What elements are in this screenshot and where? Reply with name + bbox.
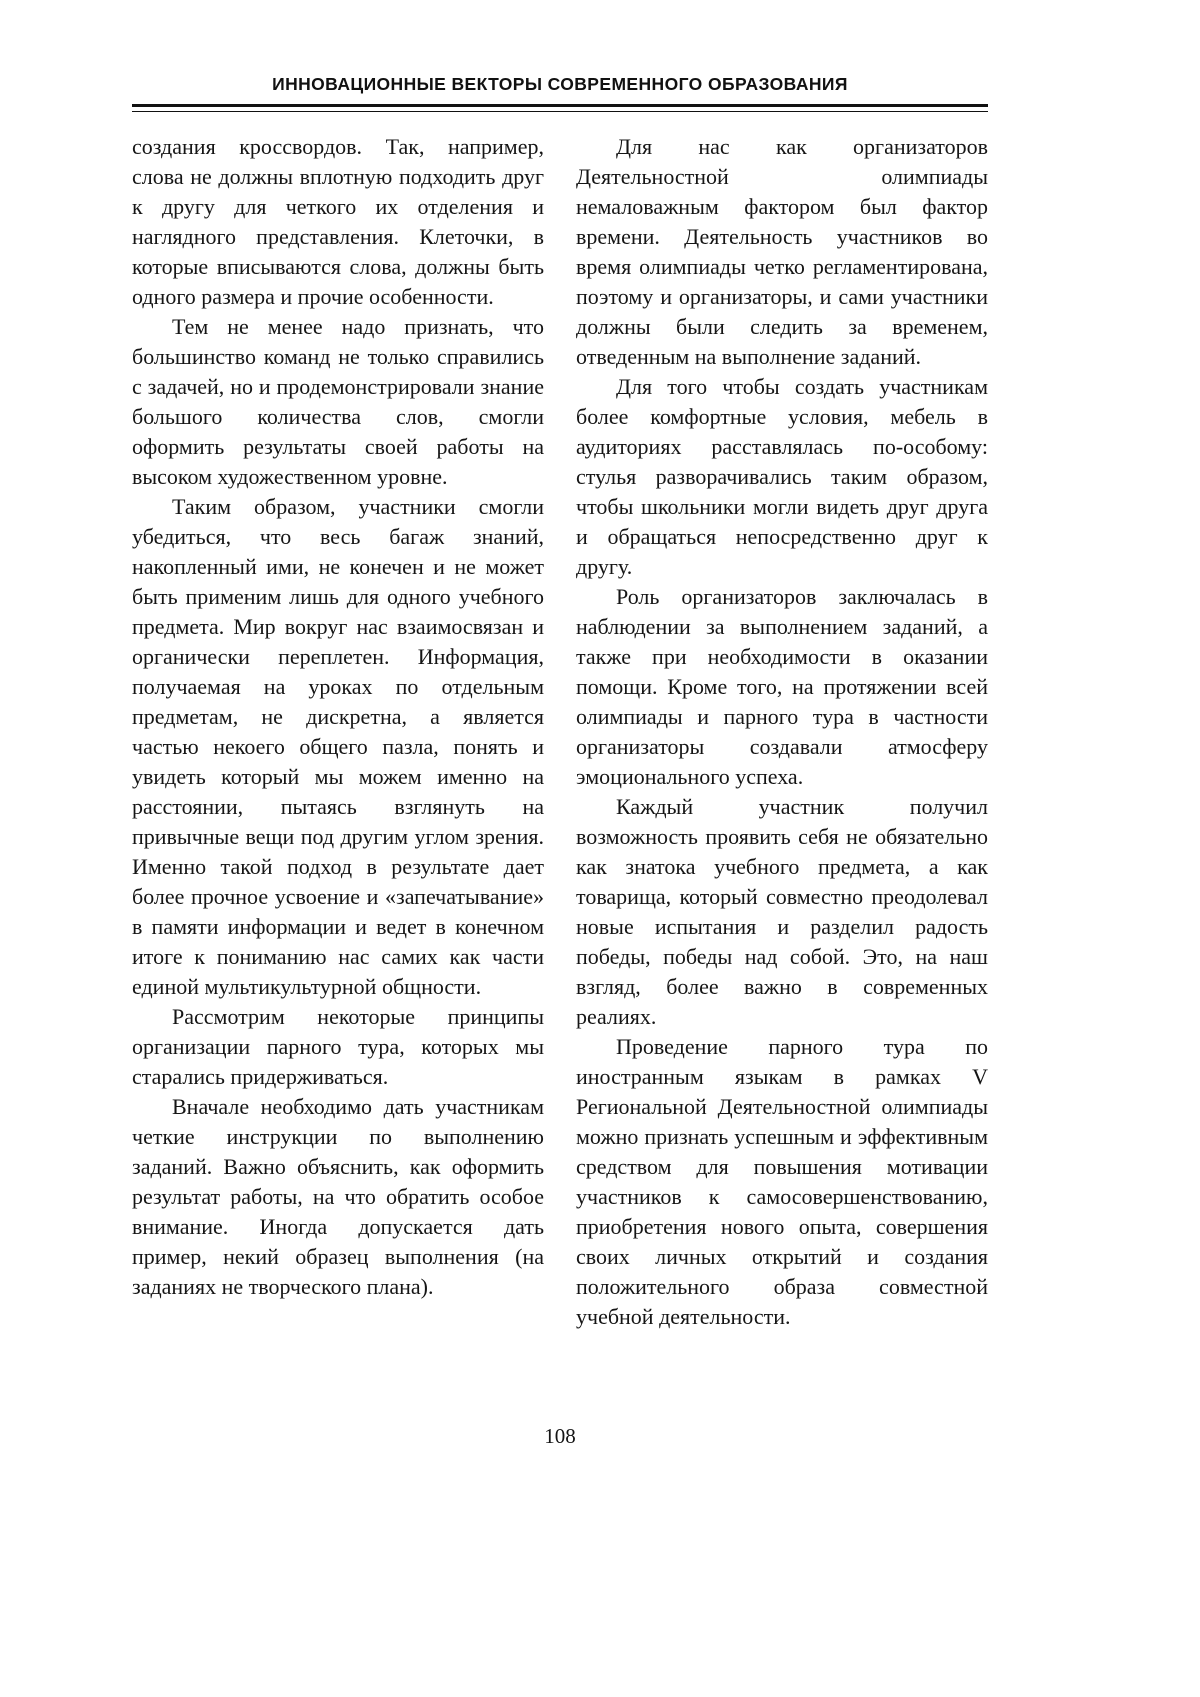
page-content [132,74,988,1332]
paragraph: Для того чтобы создать участникам более комфортные условия, мебель в аудиториях расставлялась по-особому: стулья разворачивались таким образом, чтобы школьники могли видеть друг друга и обращаться непосредственно друг к другу. [576,374,988,579]
running-header: ИННОВАЦИОННЫЕ ВЕКТОРЫ СОВРЕМЕННОГО ОБРАЗОВАНИЯ [272,74,848,94]
paragraph: создания кроссвордов. Так, например, слова не должны вплотную подходить друг к другу для четкого их отделения и наглядного представления. Клеточки, в которые вписываются слова, должны быть одного размера и прочие особенности. [132,134,544,309]
paragraph: Роль организаторов заключалась в наблюдении за выполнением заданий, а также при необходимости в оказании помощи. Кроме того, на протяжении всей олимпиады и парного тура в частности организаторы создавали атмосферу эмоционального успеха. [576,584,988,789]
paragraph: Тем не менее надо признать, что большинство команд не только справились с задачей, но и продемонстрировали знание большого количества слов, смогли оформить результаты своей работы на высоком художественном уровне. [132,314,544,489]
two-column-layout [132,132,988,1332]
paragraph: Каждый участник получил возможность проявить себя не обязательно как знатока учебного предмета, а как товарища, который совместно преодолевал новые испытания и разделил радость победы, победы над собой. Это, на наш взгляд, более важно в современных реалиях. [576,794,988,1029]
paragraph: Проведение парного тура по иностранным языкам в рамках V Региональной Деятельностной олимпиады можно признать успешным и эффективным средством для повышения мотивации участников к самосовершенствованию, приобретения нового опыта, совершения своих личных открытий и создания положительного образа совместной учебной деятельности. [576,1034,988,1329]
column-left [132,132,544,1332]
paragraph: Таким образом, участники смогли убедиться, что весь багаж знаний, накопленный ими, не конечен и не может быть применим лишь для одного учебного предмета. Мир вокруг нас взаимосвязан и органически переплетен. Информация, получаемая на уроках по отдельным предметам, не дискретна, а является частью некоего общего пазла, понять и увидеть который мы можем именно на расстоянии, пытаясь взглянуть на привычные вещи под другим углом зрения. Именно такой подход в результате дает более прочное усвоение и «запечатывание» в памяти информации и ведет в конечном итоге к пониманию нас самих как части единой мультикультурной общности. [132,494,544,999]
paragraph: Вначале необходимо дать участникам четкие инструкции по выполнению заданий. Важно объяснить, как оформить результат работы, на что обратить особое внимание. Иногда допускается дать пример, некий образец выполнения (на заданиях не творческого плана). [132,1094,544,1299]
page-number: 108 [544,1424,576,1448]
paragraph: Рассмотрим некоторые принципы организации парного тура, которых мы старались придерживаться. [132,1004,544,1089]
column-right [576,132,988,1332]
paragraph: Для нас как организаторов Деятельностной олимпиады немаловажным фактором был фактор времени. Деятельность участников во время олимпиады четко регламентирована, поэтому и организаторы, и сами участники должны были следить за временем, отведенным на выполнение заданий. [576,134,988,369]
header-divider-rule [132,104,988,112]
